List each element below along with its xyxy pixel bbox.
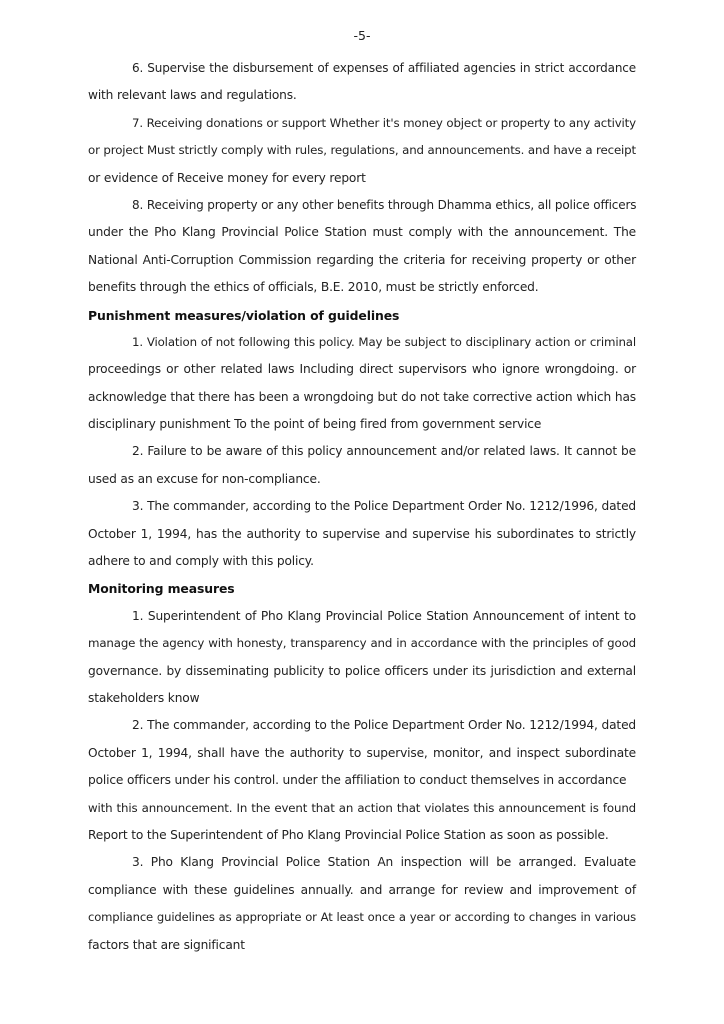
paragraph-line: proceedings or other related laws Including direct supervisors who ignore wrongdoing. or	[88, 362, 636, 377]
paragraph-line: manage the agency with honesty, transparency and in accordance with the principles of good	[88, 636, 636, 651]
paragraph-line: with this announcement. In the event that an action that violates this announcement is found	[88, 800, 636, 815]
paragraph-line: acknowledge that there has been a wrongdoing but do not take corrective action which has	[88, 389, 636, 404]
paragraph-line: used as an excuse for non-compliance.	[88, 471, 321, 486]
monitoring-item-2	[88, 712, 636, 849]
paragraph-line: 1. Violation of not following this policy. May be subject to disciplinary action or criminal	[132, 334, 636, 349]
paragraph-line: adhere to and comply with this policy.	[88, 554, 314, 569]
section-heading-punishment: Punishment measures/violation of guidelines	[88, 307, 400, 323]
monitoring-item-3	[88, 849, 636, 959]
paragraph-line: benefits through the ethics of officials, B.E. 2010, must be strictly enforced.	[88, 280, 539, 295]
list-item-8	[88, 192, 636, 302]
paragraph-line: governance. by disseminating publicity to police officers under its jurisdiction and external	[88, 663, 636, 678]
paragraph-line: National Anti-Corruption Commission regarding the criteria for receiving property or other	[88, 252, 636, 267]
monitoring-item-1	[88, 603, 636, 713]
punishment-item-1	[88, 329, 636, 439]
paragraph-line: 3. The commander, according to the Police Department Order No. 1212/1996, dated	[132, 499, 636, 514]
paragraph-line: compliance with these guidelines annually. and arrange for review and improvement of	[88, 882, 636, 897]
paragraph-line: 8. Receiving property or any other benefits through Dhamma ethics, all police officers	[132, 197, 637, 212]
paragraph-line: or project Must strictly comply with rules, regulations, and announcements. and have a receipt	[88, 143, 636, 158]
paragraph-line: 7. Receiving donations or support Whether it's money object or property to any activity	[132, 115, 636, 130]
paragraph-line: disciplinary punishment To the point of being fired from government service	[88, 417, 542, 432]
page-number: -5-	[353, 28, 371, 43]
paragraph-line: or evidence of Receive money for every report	[88, 170, 366, 185]
paragraph-line: 6. Supervise the disbursement of expenses of affiliated agencies in strict accordance	[132, 61, 636, 75]
paragraph-line: October 1, 1994, shall have the authority to supervise, monitor, and inspect subordinate	[88, 745, 636, 760]
punishment-item-3	[88, 493, 636, 575]
list-item-6	[88, 55, 636, 110]
list-item-7	[88, 110, 636, 192]
paragraph-line: police officers under his control. under the affiliation to conduct themselves in accordance	[88, 773, 627, 788]
paragraph-line: 2. Failure to be aware of this policy announcement and/or related laws. It cannot be	[132, 444, 636, 459]
paragraph-line: October 1, 1994, has the authority to supervise and supervise his subordinates to strictly	[88, 526, 636, 541]
section-heading-monitoring: Monitoring measures	[88, 581, 235, 597]
paragraph-line: under the Pho Klang Provincial Police Station must comply with the announcement. The	[88, 225, 636, 240]
paragraph-line: Report to the Superintendent of Pho Klang Provincial Police Station as soon as possible.	[88, 827, 609, 842]
document-body	[88, 55, 636, 959]
punishment-item-2	[88, 438, 636, 493]
paragraph-line: compliance guidelines as appropriate or At least once a year or according to changes in various	[88, 910, 636, 925]
paragraph-line: factors that are significant	[88, 937, 245, 952]
paragraph-line: 3. Pho Klang Provincial Police Station An inspection will be arranged. Evaluate	[132, 855, 636, 870]
paragraph-line: stakeholders know	[88, 690, 200, 705]
paragraph-line: with relevant laws and regulations.	[88, 88, 297, 103]
paragraph-line: 2. The commander, according to the Police Department Order No. 1212/1994, dated	[132, 718, 636, 733]
paragraph-line: 1. Superintendent of Pho Klang Provincial Police Station Announcement of intent to	[132, 608, 636, 623]
